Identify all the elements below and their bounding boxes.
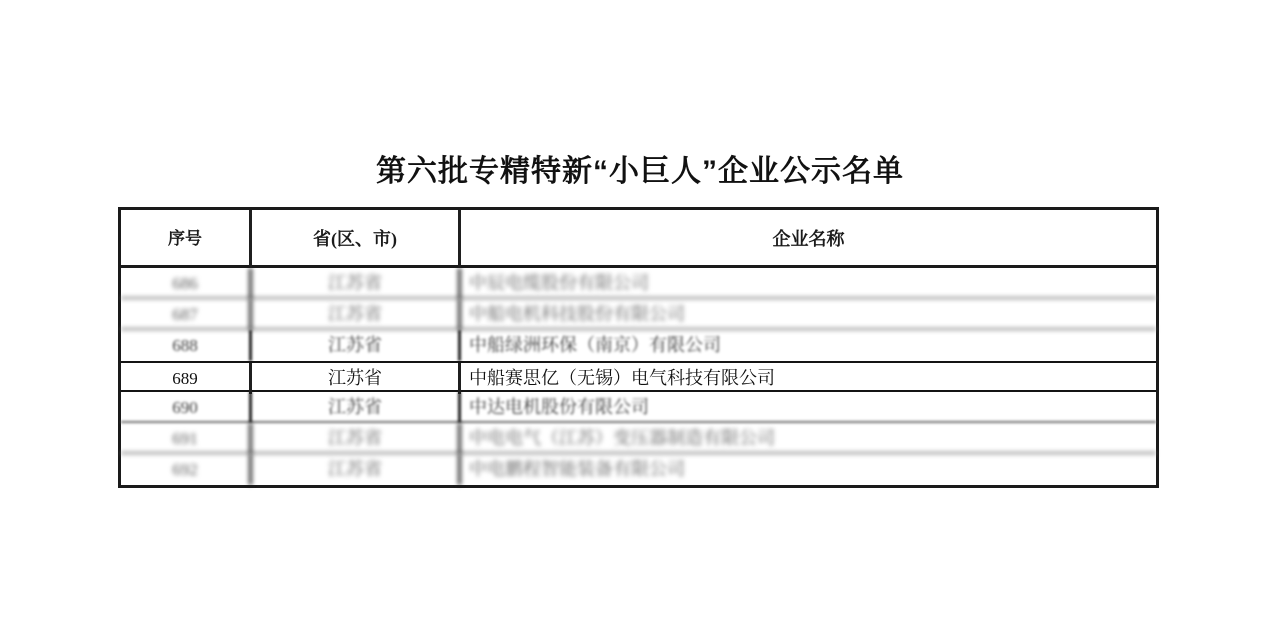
header-cell-province: 省(区、市) <box>252 210 461 268</box>
serial-cell: 690 <box>121 392 252 423</box>
table-row-highlighted <box>121 361 1156 392</box>
table-row <box>121 454 1156 485</box>
table-row <box>121 299 1156 330</box>
table-row <box>121 330 1156 361</box>
table-row <box>121 268 1156 299</box>
header-cell-serial: 序号 <box>121 210 252 268</box>
company-cell: 中船赛思亿（无锡）电气科技有限公司 <box>469 368 775 388</box>
province-cell: 江苏省 <box>252 454 461 485</box>
serial-cell: 689 <box>121 363 252 394</box>
company-cell: 中辰电缆股份有限公司 <box>469 273 649 293</box>
company-table <box>118 207 1159 488</box>
company-cell: 中船绿洲环保（南京）有限公司 <box>469 335 721 355</box>
serial-cell: 687 <box>121 299 252 330</box>
company-cell: 中船电机科技股份有限公司 <box>469 304 685 324</box>
province-cell: 江苏省 <box>252 330 461 361</box>
province-cell: 江苏省 <box>252 423 461 454</box>
company-cell: 中达电机股份有限公司 <box>469 397 649 417</box>
province-cell: 江苏省 <box>252 268 461 299</box>
province-cell: 江苏省 <box>252 299 461 330</box>
table-header-row <box>121 210 1156 268</box>
header-cell-company: 企业名称 <box>772 229 845 249</box>
province-cell: 江苏省 <box>252 363 461 394</box>
serial-cell: 692 <box>121 454 252 485</box>
company-cell: 中电鹏程智能装备有限公司 <box>469 459 685 479</box>
table-row <box>121 392 1156 423</box>
province-cell: 江苏省 <box>252 392 461 423</box>
serial-cell: 688 <box>121 330 252 361</box>
page-title: 第六批专精特新“小巨人”企业公示名单 <box>376 155 904 188</box>
company-cell: 中电电气（江苏）变压器制造有限公司 <box>469 428 775 448</box>
table-body <box>121 268 1156 485</box>
serial-cell: 691 <box>121 423 252 454</box>
serial-cell: 686 <box>121 268 252 299</box>
table-row <box>121 423 1156 454</box>
